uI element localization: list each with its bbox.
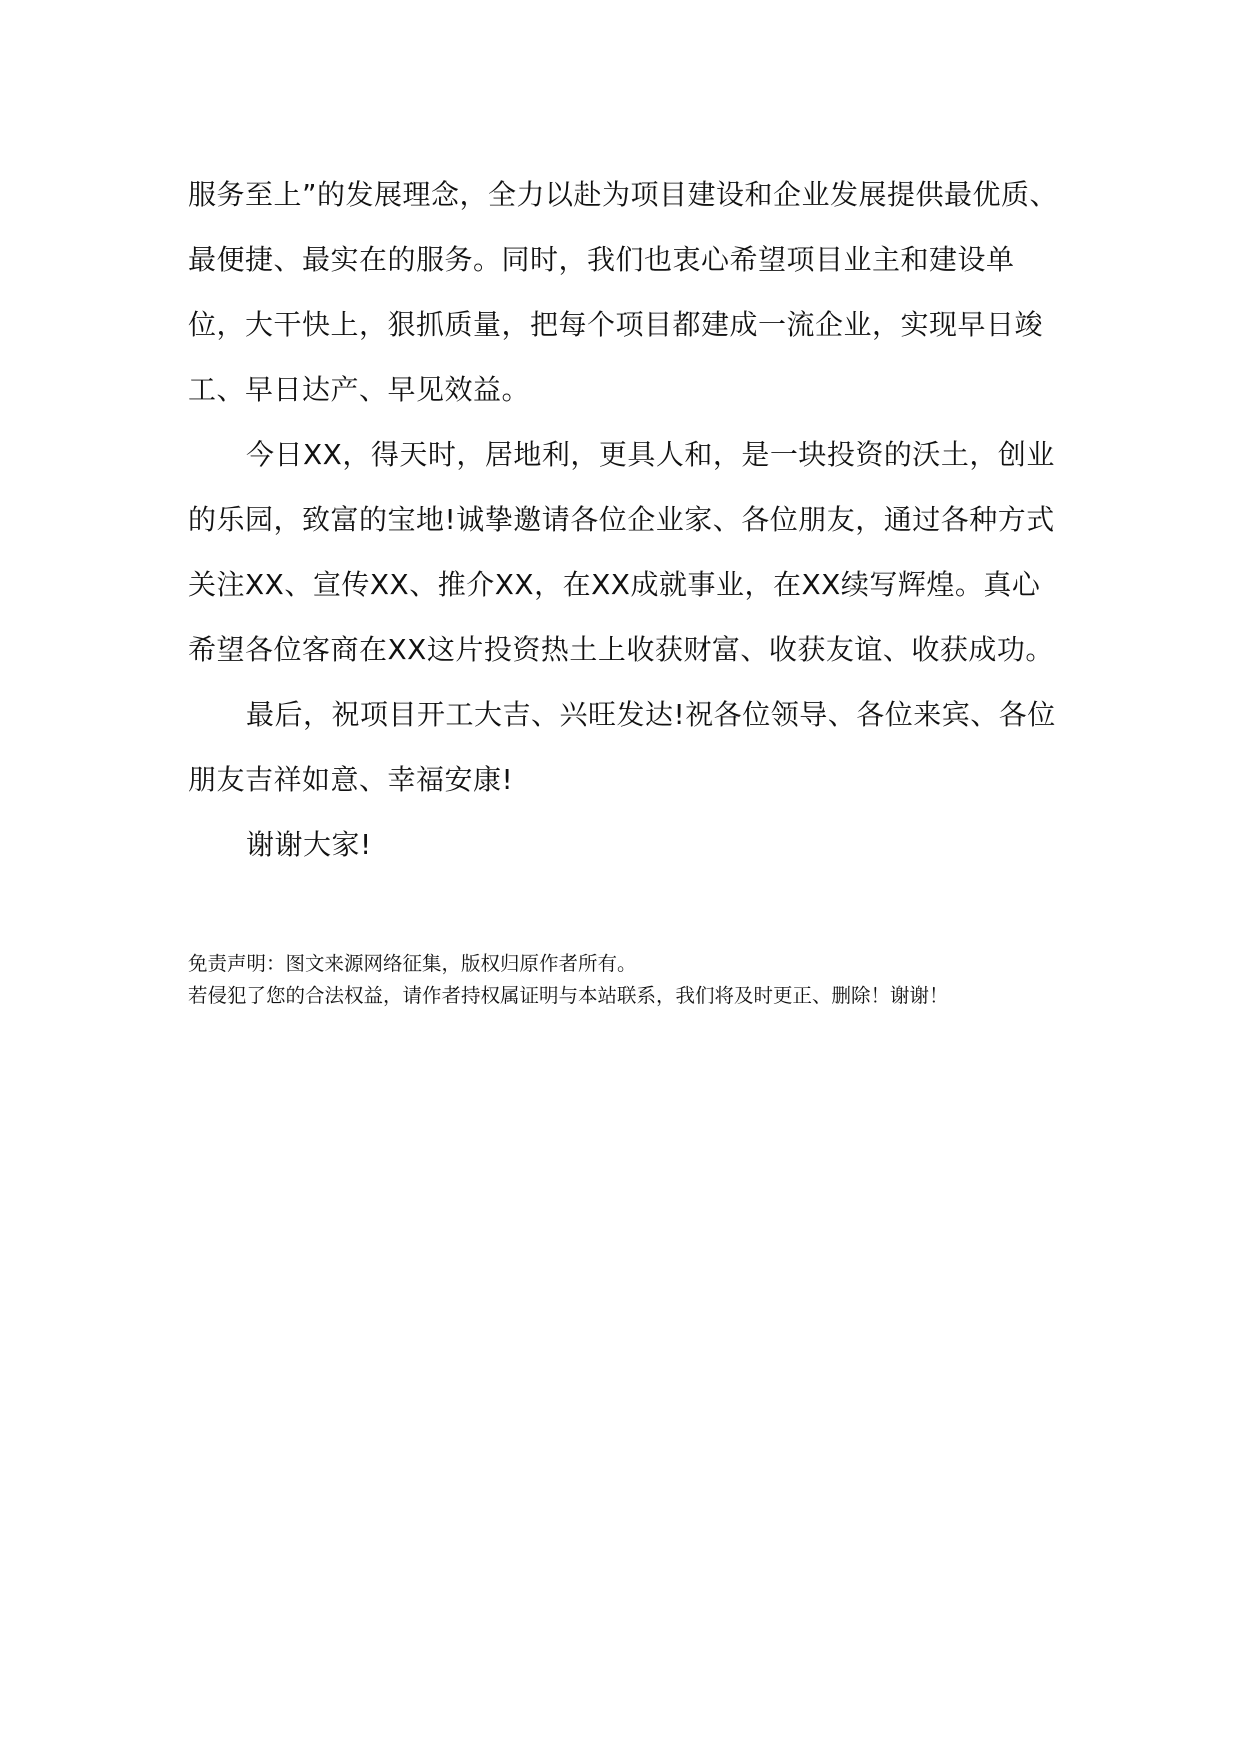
paragraph-invitation: 今日XX，得天时，居地利，更具人和，是一块投资的沃土，创业的乐园，致富的宝地!诚挚邀请各位企业家、各位朋友，通过各种方式关注XX、宣传XX、推介XX，在XX成就事业，在XX续写辉煌。真心希望各位客商在XX这片投资热土上收获财富、收获友谊、收获成功。	[188, 438, 1055, 666]
disclaimer-notice	[188, 948, 1088, 1012]
document-body	[188, 162, 1068, 877]
paragraph-thanks: 谢谢大家!	[246, 828, 372, 861]
disclaimer-line-1: 免责声明：图文来源网络征集，版权归原作者所有。	[188, 952, 637, 975]
paragraph-wishes: 最后，祝项目开工大吉、兴旺发达!祝各位领导、各位来宾、各位朋友吉祥如意、幸福安康!	[188, 698, 1056, 796]
paragraph-continuation: 服务至上”的发展理念，全力以赴为项目建设和企业发展提供最优质、最便捷、最实在的服务。同时，我们也衷心希望项目业主和建设单位，大干快上，狠抓质量，把每个项目都建成一流企业，实现早日竣工、早日达产、早见效益。	[188, 178, 1059, 406]
disclaimer-line-2: 若侵犯了您的合法权益，请作者持权属证明与本站联系，我们将及时更正、删除！谢谢！	[188, 984, 949, 1007]
